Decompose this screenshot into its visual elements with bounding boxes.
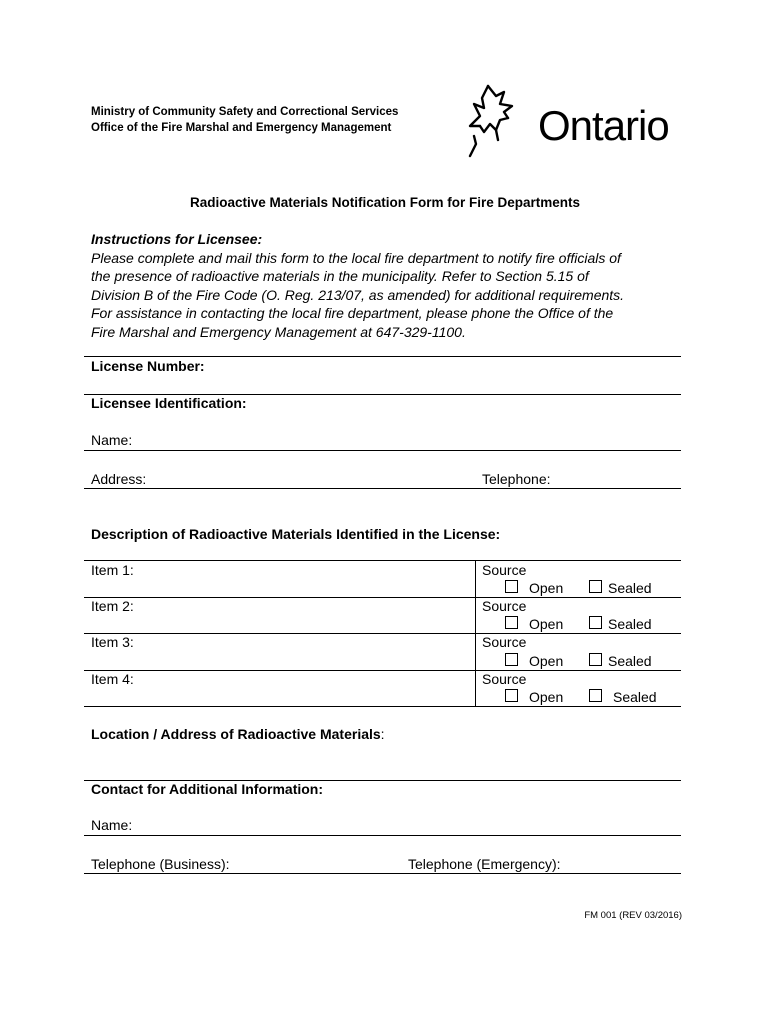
location-label-text: Location / Address of Radioactive Materials (91, 726, 381, 742)
sealed-checkbox[interactable] (589, 653, 602, 666)
instructions-line: Please complete and mail this form to the local fire department to notify fire officials of (91, 249, 621, 266)
instructions-line: For assistance in contacting the local fire department, please phone the Office of the (91, 305, 614, 322)
phone-business-label: Telephone (Business): (91, 856, 230, 872)
item-label: Item 1: (91, 562, 134, 578)
location-field[interactable] (91, 745, 681, 779)
instructions-line: Fire Marshal and Emergency Management at 647-329-1100. (91, 323, 466, 340)
sealed-label: Sealed (613, 689, 657, 705)
instructions-line: the presence of radioactive materials in the municipality. Refer to Section 5.15 of (91, 268, 589, 285)
sealed-checkbox[interactable] (589, 580, 602, 593)
office-name: Office of the Fire Marshal and Emergency Management (91, 122, 392, 134)
sealed-label: Sealed (608, 580, 652, 596)
item-label: Item 2: (91, 598, 134, 614)
licensee-name-label: Name: (91, 432, 133, 448)
instructions-line: Division B of the Fire Code (O. Reg. 213/07, as amended) for additional requirements. (91, 286, 625, 303)
divider (84, 873, 681, 874)
trillium-icon (466, 82, 546, 162)
ministry-header (91, 104, 398, 136)
location-label-colon: : (380, 726, 385, 742)
divider (84, 835, 681, 836)
licensee-address-label: Address: (91, 471, 147, 487)
materials-heading: Description of Radioactive Materials Identified in the License: (91, 526, 501, 542)
ministry-name: Ministry of Community Safety and Correctional Services (91, 106, 399, 118)
instructions-heading: Instructions for Licensee: (91, 231, 263, 247)
divider (84, 356, 681, 357)
open-label: Open (529, 616, 564, 632)
licensee-identification-label: Licensee Identification: (91, 395, 247, 411)
item-label: Item 3: (91, 634, 134, 650)
instructions (91, 230, 691, 342)
item-description-field[interactable] (140, 670, 470, 706)
open-checkbox[interactable] (505, 580, 518, 593)
licensee-name-field[interactable] (140, 430, 680, 450)
ontario-wordmark: Ontario (538, 102, 669, 149)
phone-emergency-label: Telephone (Emergency): (408, 856, 561, 872)
form-number: FM 001 (REV 03/2016) (584, 910, 682, 921)
sealed-label: Sealed (608, 653, 652, 669)
divider (84, 706, 681, 707)
license-number-field[interactable] (230, 358, 670, 388)
item-description-field[interactable] (140, 597, 470, 633)
contact-name-label: Name: (91, 817, 133, 833)
item-description-field[interactable] (140, 560, 470, 596)
source-label: Source (482, 562, 527, 578)
open-checkbox[interactable] (505, 616, 518, 629)
divider (84, 450, 681, 451)
licensee-telephone-field[interactable] (560, 469, 680, 489)
sealed-checkbox[interactable] (589, 616, 602, 629)
source-label: Source (482, 671, 527, 687)
contact-name-field[interactable] (140, 815, 680, 835)
open-label: Open (529, 580, 564, 596)
item-description-field[interactable] (140, 633, 470, 669)
phone-business-field[interactable] (245, 854, 400, 874)
form-title: Radioactive Materials Notification Form for Fire Departments (189, 195, 581, 210)
divider (84, 488, 681, 489)
sealed-label: Sealed (608, 616, 652, 632)
phone-emergency-field[interactable] (580, 854, 680, 874)
open-label: Open (529, 689, 564, 705)
sealed-checkbox[interactable] (589, 689, 602, 702)
source-label: Source (482, 634, 527, 650)
open-checkbox[interactable] (505, 653, 518, 666)
ontario-logo (466, 82, 682, 162)
source-label: Source (482, 598, 527, 614)
open-checkbox[interactable] (505, 689, 518, 702)
licensee-address-field[interactable] (155, 469, 475, 489)
location-label (91, 726, 385, 742)
open-label: Open (529, 653, 564, 669)
contact-heading: Contact for Additional Information: (91, 781, 324, 797)
licensee-telephone-label: Telephone: (482, 471, 551, 487)
license-number-label: License Number: (91, 358, 205, 374)
item-label: Item 4: (91, 671, 134, 687)
